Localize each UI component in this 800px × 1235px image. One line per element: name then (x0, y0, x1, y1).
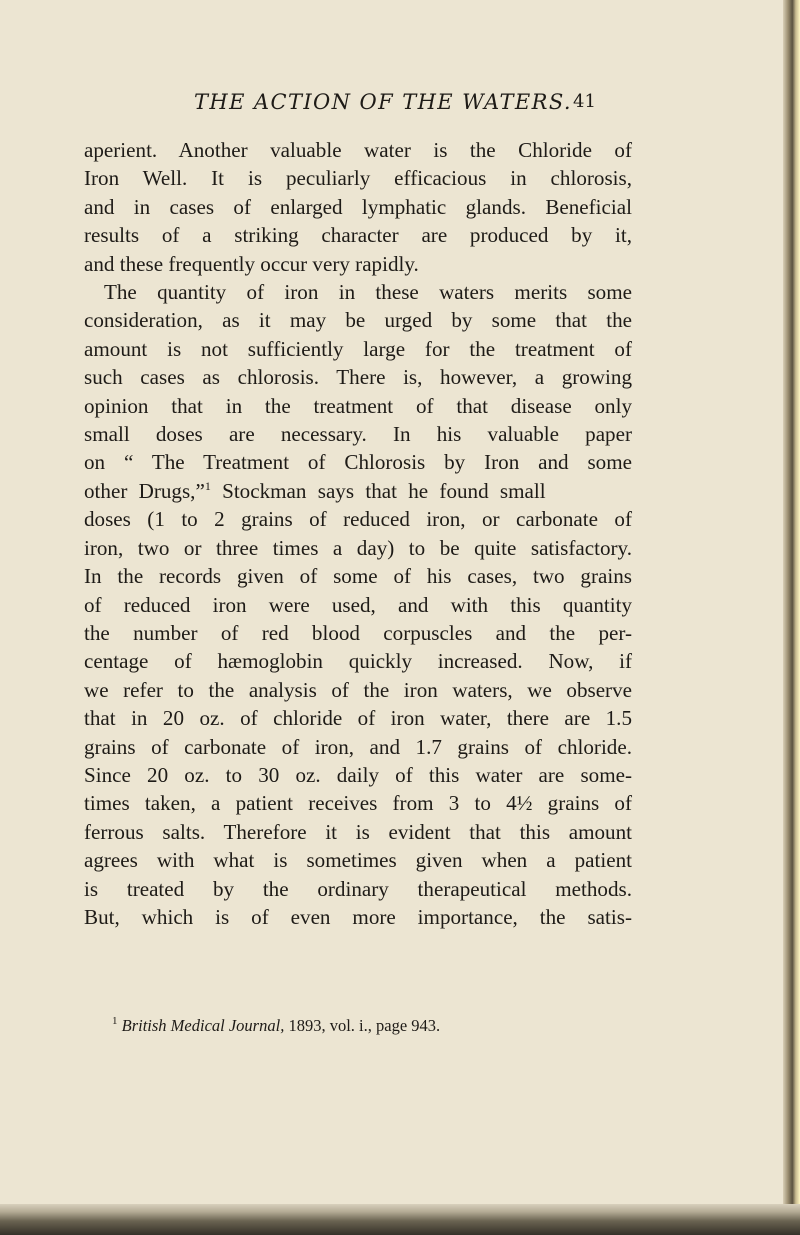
text-line: agrees with what is sometimes given when a patient (84, 848, 632, 873)
text-fragment: Stockman says that he found small (222, 478, 546, 503)
footnote-citation: 1893, vol. i., page 943. (288, 1016, 441, 1035)
text-line: Since 20 oz. to 30 oz. daily of this water are some- (84, 762, 632, 787)
running-head: THE ACTION OF THE WATERS. (194, 90, 572, 114)
text-line: and in cases of enlarged lymphatic glands. Beneficial (84, 194, 632, 219)
text-line: aperient. Another valuable water is the Chloride of (84, 138, 632, 162)
text-line: iron, two or three times a day) to be quite satisfactory. (84, 535, 632, 560)
text-line: that in 20 oz. of chloride of iron water, there are 1.5 (84, 706, 632, 731)
text-line: small doses are necessary. In his valuable paper (84, 422, 632, 447)
page-number: 41 (573, 91, 596, 112)
page-edge-bottom (0, 1204, 800, 1235)
page-header (0, 90, 782, 120)
page-edge-right (783, 0, 800, 1235)
body-text (84, 136, 632, 931)
text-line: we refer to the analysis of the iron waters, we observe (84, 677, 632, 702)
text-line: Iron Well. It is peculiarly efficacious in chlorosis, (84, 166, 632, 191)
text-line: doses (1 to 2 grains of reduced iron, or carbonate of (84, 507, 632, 532)
footnote-reference: 1 (204, 478, 211, 493)
footnote-journal-title: British Medical Journal, (121, 1016, 285, 1035)
text-line: on “ The Treatment of Chlorosis by Iron and some (84, 450, 632, 475)
text-line: amount is not sufficiently large for the treatment of (84, 336, 632, 361)
text-line: opinion that in the treatment of that disease only (84, 393, 632, 418)
text-line-with-footnote (84, 477, 632, 505)
text-line: and these frequently occur very rapidly. (84, 251, 419, 276)
text-line: results of a striking character are produced by it, (84, 223, 632, 248)
text-line: times taken, a patient receives from 3 to 4½ grains of (84, 791, 632, 816)
text-line: The quantity of iron in these waters merits some (104, 280, 632, 305)
text-line: of reduced iron were used, and with this quantity (84, 592, 632, 617)
text-line: consideration, as it may be urged by some that the (84, 308, 632, 333)
text-line: grains of carbonate of iron, and 1.7 grains of chloride. (84, 734, 632, 759)
text-line: But, which is of even more importance, the satis- (84, 904, 632, 929)
footnote (112, 1015, 632, 1037)
text-line: ferrous salts. Therefore it is evident that this amount (84, 819, 632, 844)
footnote-marker: 1 (112, 1015, 118, 1027)
text-line: is treated by the ordinary therapeutical methods. (84, 876, 632, 901)
text-line: such cases as chlorosis. There is, however, a growing (84, 365, 632, 390)
text-fragment: other Drugs,” (84, 478, 205, 503)
text-line: In the records given of some of his cases, two grains (84, 564, 632, 589)
text-line: centage of hæmoglobin quickly increased. Now, if (84, 649, 632, 674)
text-line: the number of red blood corpuscles and the per- (84, 620, 632, 645)
